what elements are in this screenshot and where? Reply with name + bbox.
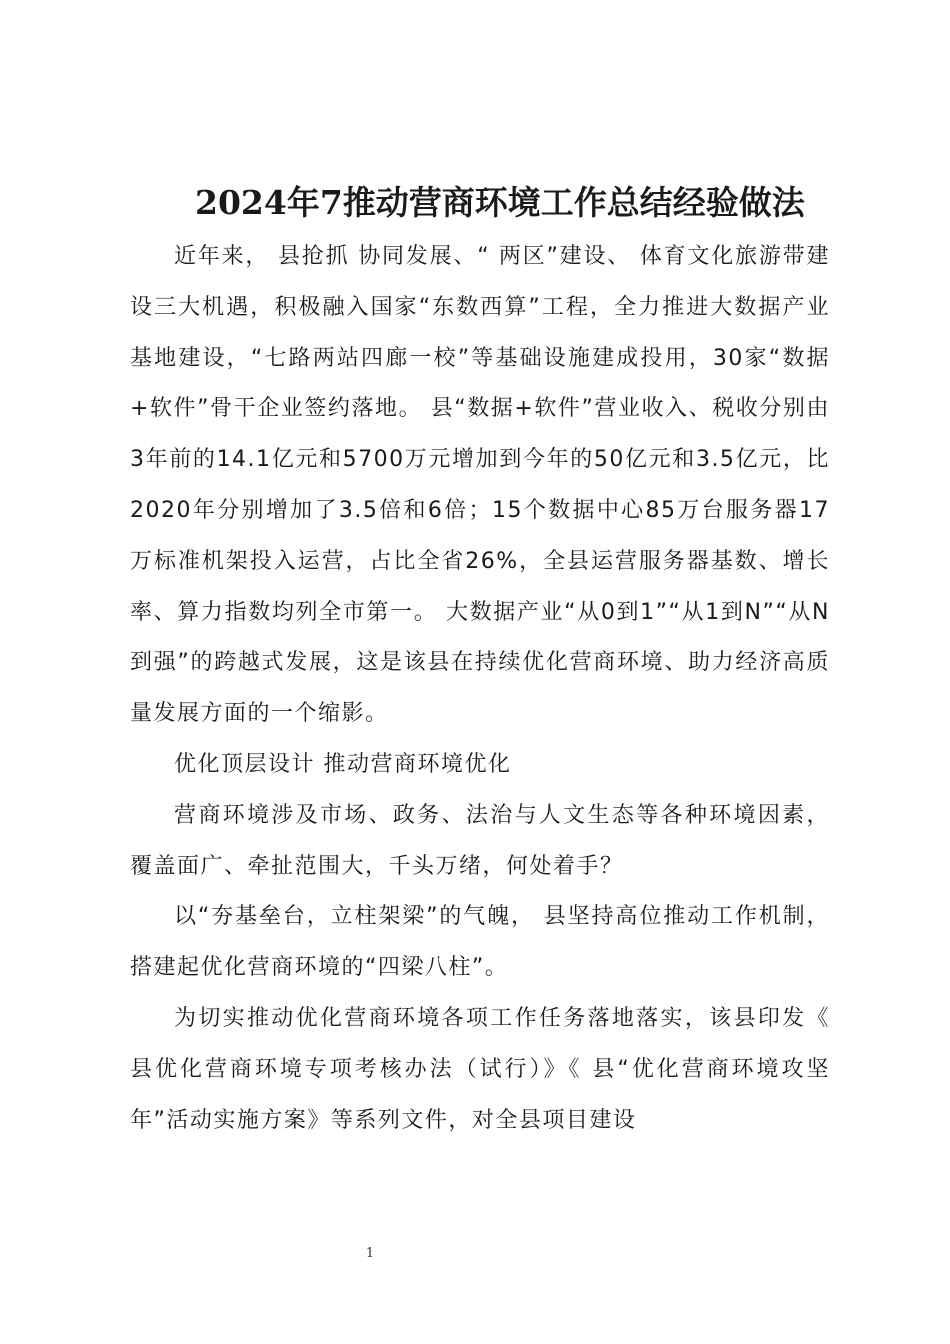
page-number: 1 <box>365 1246 375 1261</box>
paragraph-mechanism: 以“夯基垒台，立柱架梁”的气魄， 县坚持高位推动工作机制，搭建起优化营商环境的“四梁八柱”。 <box>130 904 830 981</box>
document-body <box>130 232 830 1146</box>
section-heading: 优化顶层设计 推动营商环境优化 <box>174 751 512 777</box>
paragraph-documents: 为切实推动优化营商环境各项工作任务落地落实，该县印发《 县优化营商环境专项考核办法（试行）》《 县“优化营商环境攻坚年”活动实施方案》等系列文件，对全县项目建设 <box>130 1005 830 1133</box>
document-title: 2024年7推动营商环境工作总结经验做法 <box>195 183 805 222</box>
paragraph-intro: 近年来， 县抢抓 协同发展、“ 两区”建设、 体育文化旅游带建设三大机遇，积极融入国家“东数西算”工程，全力推进大数据产业基地建设，“七路两站四廊一校”等基础设施建成投用，30家“数据+软件”骨干企业签约落地。 县“数据+软件”营业收入、税收分别由3年前的14.1亿元和5700万元增加到今年的50亿元和3.5亿元，比2020年分别增加了3.5倍和6倍；15个数据中心85万台服务器17万标准机架投入运营，占比全省26%，全县运营服务器基数、增长率、算力指数均列全市第一。 大数据产业“从0到1”“从1到N”“从N到强”的跨越式发展，这是该县在持续优化营商环境、助力经济高质量发展方面的一个缩影。 <box>130 244 830 727</box>
paragraph-environment: 营商环境涉及市场、政务、法治与人文生态等各种环境因素，覆盖面广、牵扯范围大，千头万绪，何处着手？ <box>130 802 830 879</box>
